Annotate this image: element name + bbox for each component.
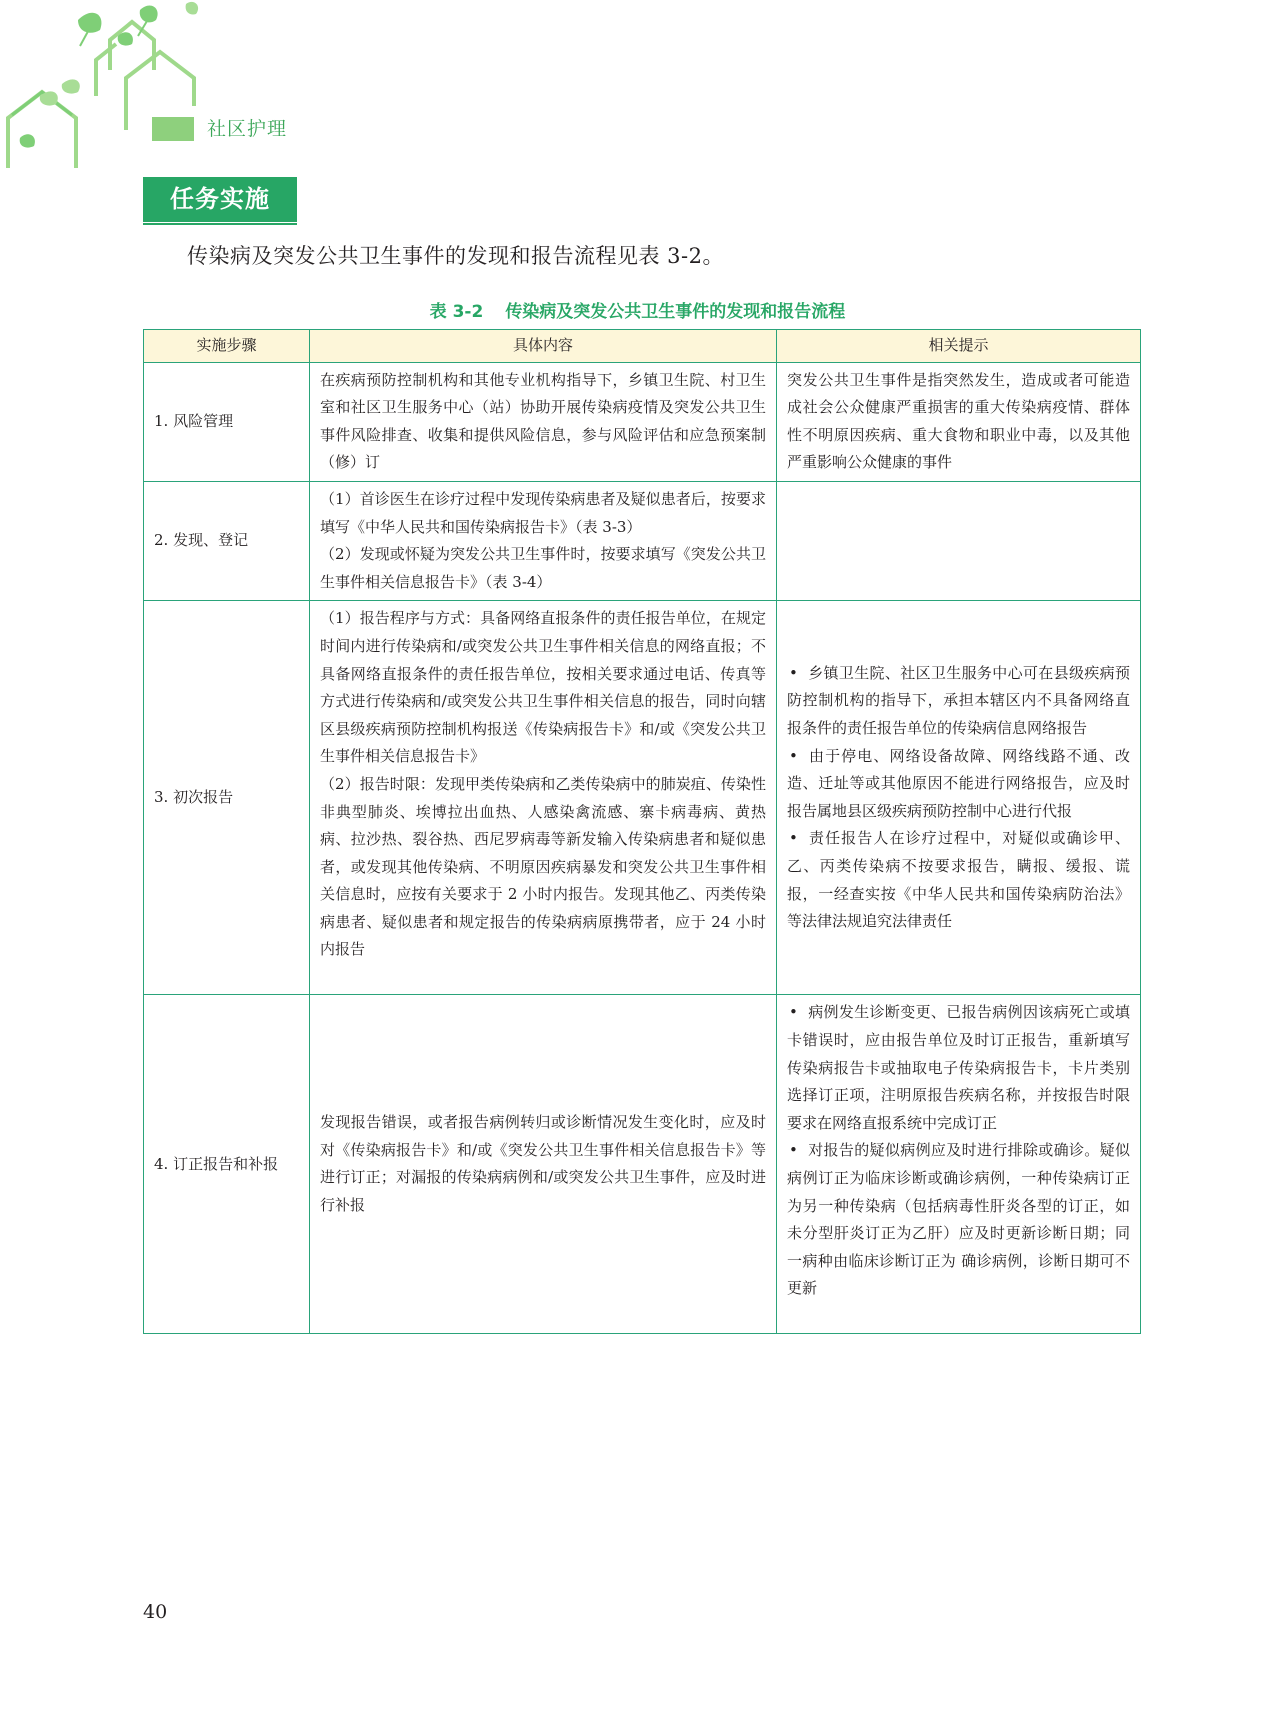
tips-cell: [777, 601, 1141, 995]
content-cell: [310, 995, 777, 1334]
step-cell: 3. 初次报告: [144, 601, 310, 995]
header-accent-bar: [152, 117, 194, 141]
content-paragraph: （1）首诊医生在诊疗过程中发现传染病患者及疑似患者后，按要求填写《中华人民共和国传染病报告卡》（表 3-3）: [320, 489, 766, 536]
content-cell: [310, 362, 777, 481]
column-header-step: 实施步骤: [144, 330, 310, 363]
table-row: [144, 481, 1141, 600]
table-caption-number: 表 3-2: [429, 302, 484, 322]
table-row: [144, 995, 1141, 1334]
tips-bullet: • 病例发生诊断变更、已报告病例因该病死亡或填卡错误时，应由报告单位及时订正报告，重新填写传染病报告卡或抽取电子传染病报告卡，卡片类别选择订正项，注明原报告疾病名称，并按报告时限要求在网络直报系统中完成订正: [787, 999, 1130, 1137]
tips-bullet: • 乡镇卫生院、社区卫生服务中心可在县级疾病预防控制机构的指导下，承担本辖区内不具备网络直报条件的责任报告单位的传染病信息网络报告: [787, 660, 1130, 743]
tips-bullet: • 责任报告人在诊疗过程中，对疑似或确诊甲、乙、丙类传染病不按要求报告，瞒报、缓报、谎报，一经查实按《中华人民共和国传染病防治法》等法律法规追究法律责任: [787, 825, 1130, 935]
column-header-content: 具体内容: [310, 330, 777, 363]
report-process-table: [143, 329, 1141, 1334]
tips-bullet: • 对报告的疑似病例应及时进行排除或确诊。疑似病例订正为临床诊断或确诊病例，一种传染病订正为另一种传染病（包括病毒性肝炎各型的订正，如未分型肝炎订正为乙肝）应及时更新诊断日期；同一病种由临床诊断订正为 确诊病例，诊断日期可不更新: [787, 1137, 1130, 1303]
task-label: 任务实施: [143, 177, 297, 222]
step-cell: 4. 订正报告和补报: [144, 995, 310, 1334]
step-cell: 2. 发现、登记: [144, 481, 310, 600]
content-paragraph: （2）报告时限：发现甲类传染病和乙类传染病中的肺炭疽、传染性非典型肺炎、埃博拉出血热、人感染禽流感、寨卡病毒病、黄热病、拉沙热、裂谷热、西尼罗病毒等新发输入传染病患者和疑似患者，或发现其他传染病、不明原因疾病暴发和突发公共卫生事件相关信息时，应按有关要求于 2 小时内报告。发现其他乙、丙类传染病患者、疑似患者和规定报告的传染病病原携带者，应于 24 小时内报告: [320, 774, 766, 959]
tips-cell: [777, 362, 1141, 481]
page-number: 40: [143, 1601, 168, 1623]
content-paragraph: 在疾病预防控制机构和其他专业机构指导下，乡镇卫生院、村卫生室和社区卫生服务中心（站）协助开展传染病疫情及突发公共卫生事件风险排查、收集和提供风险信息，参与风险评估和应急预案制（修）订: [320, 370, 766, 472]
tips-cell: [777, 481, 1141, 600]
house-leaf-logo-icon: [0, 0, 220, 175]
table-row: [144, 362, 1141, 481]
tips-paragraph: 突发公共卫生事件是指突然发生，造成或者可能造成社会公众健康严重损害的重大传染病疫情、群体性不明原因疾病、重大食物和职业中毒，以及其他严重影响公众健康的事件: [787, 370, 1130, 472]
table-caption: [0, 297, 1275, 322]
content-cell: [310, 481, 777, 600]
intro-text: 传染病及突发公共卫生事件的发现和报告流程见表 3-2。: [187, 244, 724, 268]
table-row: [144, 601, 1141, 995]
content-paragraph: 发现报告错误，或者报告病例转归或诊断情况发生变化时，应及时对《传染病报告卡》和/或《突发公共卫生事件相关信息报告卡》等进行订正；对漏报的传染病病例和/或突发公共卫生事件，应及时进行补报: [320, 1113, 766, 1214]
tips-cell: [777, 995, 1141, 1334]
content-cell: [310, 601, 777, 995]
table-header-row: [144, 330, 1141, 363]
step-cell: 1. 风险管理: [144, 362, 310, 481]
column-header-tips: 相关提示: [777, 330, 1141, 363]
content-paragraph: （1）报告程序与方式：具备网络直报条件的责任报告单位，在规定时间内进行传染病和/或突发公共卫生事件相关信息的网络直报；不具备网络直报条件的责任报告单位，按相关要求通过电话、传真等方式进行传染病和/或突发公共卫生事件相关信息的报告，同时向辖区县级疾病预防控制机构报送《传染病报告卡》和/或《突发公共卫生事件相关信息报告卡》: [320, 609, 766, 766]
content-paragraph: （2）发现或怀疑为突发公共卫生事件时，按要求填写《突发公共卫生事件相关信息报告卡》（表 3-4）: [320, 545, 766, 591]
table-caption-title: 传染病及突发公共卫生事件的发现和报告流程: [505, 302, 846, 322]
tips-bullet: • 由于停电、网络设备故障、网络线路不通、改造、迁址等或其他原因不能进行网络报告，应及时报告属地县区级疾病预防控制中心进行代报: [787, 743, 1130, 826]
section-title: 社区护理: [207, 118, 288, 140]
